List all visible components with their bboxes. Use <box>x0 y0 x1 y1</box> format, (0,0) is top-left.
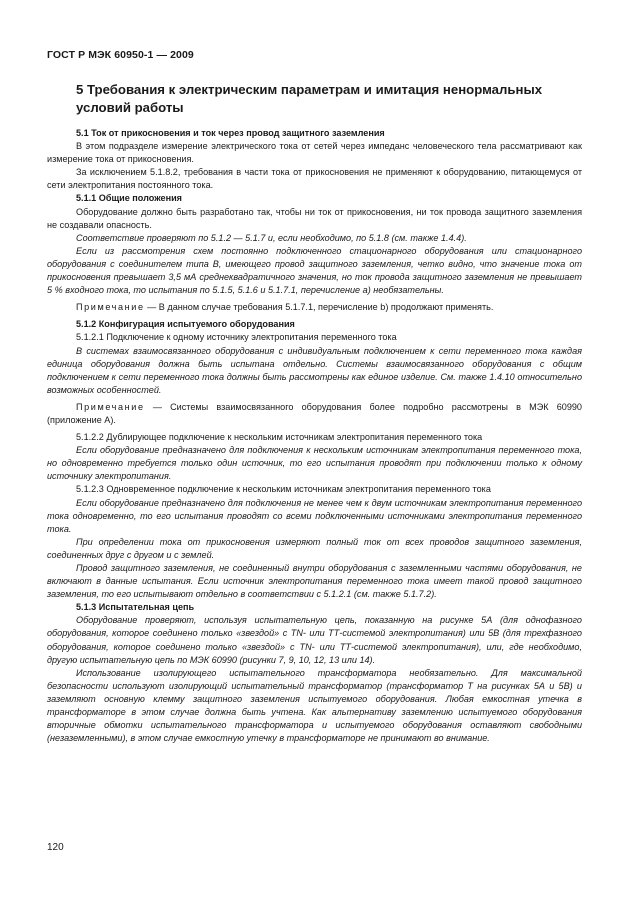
note-label: Примечание <box>76 401 145 412</box>
paragraph: При определении тока от прикосновения измеряют полный ток от всех проводов защитного заземления, соединенных друг с другом и с землей. <box>47 536 582 560</box>
note <box>47 401 582 427</box>
note-label: Примечание <box>76 302 145 313</box>
document-header: ГОСТ Р МЭК 60950-1 — 2009 <box>47 49 194 61</box>
paragraph: Если из рассмотрения схем постоянно подключенного стационарного оборудования или стационарного оборудования с соединителем типа В, имеющего провод защитного заземления, четко видно, что значение тока от прикосновения превышает 3,5 мА среднеквадратичного значения, но ток провода защитного заземления не превышает 5 % входного тока, то испытания по 5.1.5, 5.1.6 и 5.1.7.1, перечисление а) необязательны. <box>47 245 582 296</box>
paragraph: Если оборудование предназначено для подключения к нескольким источникам электропитания переменного тока, но одновременно требуется только один источник, то его испытания проводят при подключении только к одному источнику электропитания. <box>47 445 582 482</box>
paragraph: Если оборудование предназначено для подключения не менее чем к двум источникам электропитания переменного тока одновременно, то его испытания проводят со всеми подключенными источниками электропитания переменного тока. <box>47 497 582 534</box>
document-body <box>47 127 582 745</box>
subsection-heading: 5.1.2 Конфигурация испытуемого оборудования <box>76 319 295 330</box>
paragraph: Оборудование должно быть разработано так, чтобы ни ток от прикосновения, ни ток провода защитного заземления не создавали опасность. <box>47 206 582 230</box>
paragraph: Провод защитного заземления, не соединенный внутри оборудования с заземленными частями оборудования, не включают в данные испытания. Если источник электропитания переменного тока имеет такой провод защитного заземления, то его испытывают отдельно в соответствии с 5.1.2.1 (см. также 5.1.7.2). <box>47 563 582 600</box>
note <box>47 301 582 314</box>
note-text: — Системы взаимосвязанного оборудования более подробно рассмотрены в МЭК 60990 (приложение А). <box>47 401 582 425</box>
clause-heading: 5.1.2.3 Одновременное подключение к нескольким источникам электропитания переменного тока <box>76 484 491 495</box>
subsection-heading: 5.1 Ток от прикосновения и ток через провод защитного заземления <box>76 128 385 138</box>
clause-heading: 5.1.2.2 Дублирующее подключение к нескольким источникам электропитания переменного тока <box>76 432 483 443</box>
clause-heading: 5.1.2.1 Подключение к одному источнику электропитания переменного тока <box>76 332 397 343</box>
note-text: — В данном случае требования 5.1.7.1, перечисление b) продолжают применять. <box>147 302 494 313</box>
page-number: 120 <box>47 842 64 853</box>
paragraph: Использование изолирующего испытательного трансформатора необязательно. Для максимальной безопасности используют изолирующий испытательный трансформатор (трансформатор Т на рисунках 5А и 5В) и заземляют основную клемму защитного заземления испытуемого оборудования. Любая емкостная утечка в трансформаторе в этом случае должна быть учтена. Как альтернативу заземлению испытуемого оборудования вторичные обмотки испытательного трансформатора и испытуемого оборудования оставляют свободными (незаземленными), в этом случае емкостную утечку в трансформаторе не принимают во внимание. <box>47 667 582 744</box>
subsection-heading: 5.1.3 Испытательная цепь <box>76 602 195 613</box>
compliance-statement: Соответствие проверяют по 5.1.2 — 5.1.7 и, если необходимо, по 5.1.8 (см. также 1.4.4). <box>76 232 467 243</box>
paragraph: За исключением 5.1.8.2, требования в части тока от прикосновения не применяют к оборудованию, питающемуся от сети электропитания постоянного тока. <box>47 167 582 191</box>
section-title: 5 Требования к электрическим параметрам и имитация ненормальных условий работы <box>76 82 543 115</box>
paragraph: В системах взаимосвязанного оборудования с индивидуальным подключением к сети переменного тока каждая единица оборудования должна быть испытана отдельно. Системы взаимосвязанного оборудования с общим подключением к сети переменного тока должны быть рассмотрены как единое изделие. См. также 1.4.10 относительно возможных особенностей. <box>47 345 582 395</box>
paragraph: В этом подразделе измерение электрического тока от сетей через импеданс человеческого тела рассматривают как измерение тока от прикосновения. <box>47 141 582 165</box>
subsection-heading: 5.1.1 Общие положения <box>76 193 182 204</box>
paragraph: Оборудование проверяют, используя испытательную цепь, показанную на рисунке 5А (для однофазного оборудования, которое соединено только «звездой» с TN- или ТТ-системой электропитания) или 5В (для трехфазного оборудования, которое соединено только «звездой» с TN- или ТТ-системой электропитания), или, где необходимо, другую испытательную цепь по МЭК 60990 (рисунки 7, 9, 10, 12, 13 или 14). <box>47 615 582 665</box>
